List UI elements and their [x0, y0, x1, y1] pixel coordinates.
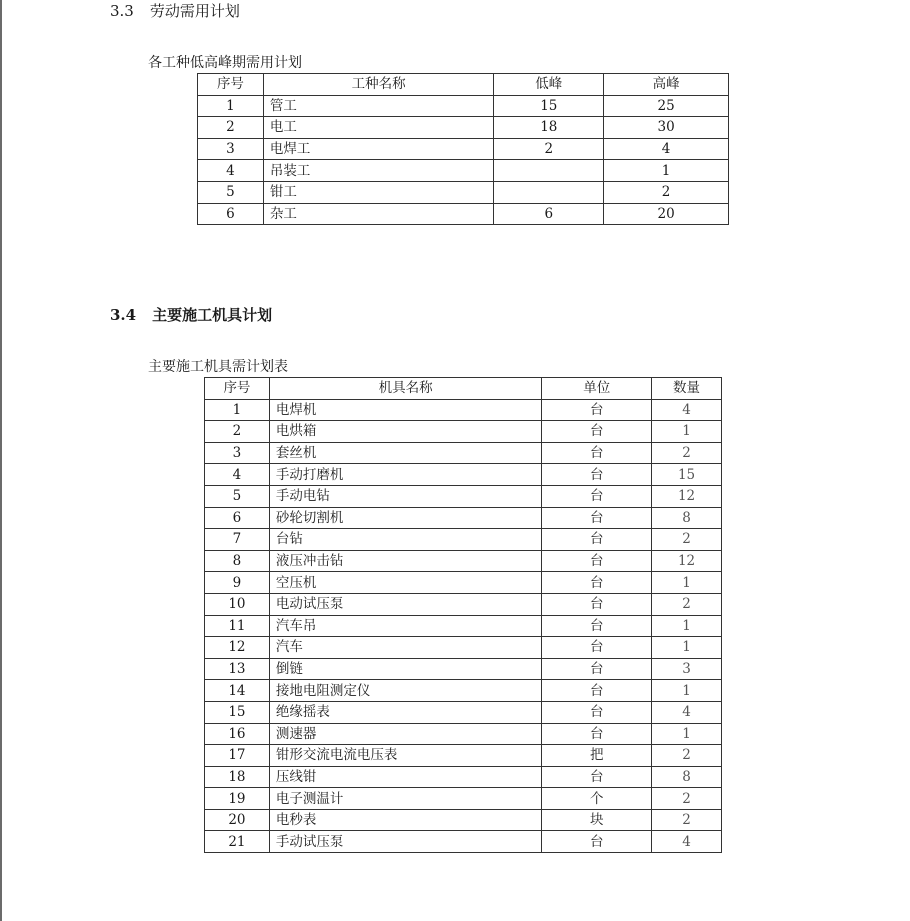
table-cell: 块	[542, 809, 652, 831]
table-cell: 管工	[263, 95, 494, 117]
table-cell: 4	[205, 464, 270, 486]
table-cell: 16	[205, 723, 270, 745]
table-cell: 绝缘摇表	[269, 701, 541, 723]
table-cell: 15	[494, 95, 604, 117]
table-cell: 6	[198, 203, 264, 225]
table-cell: 17	[205, 745, 270, 767]
table-cell: 汽车吊	[269, 615, 541, 637]
table-cell: 1	[198, 95, 264, 117]
table-cell: 15	[652, 464, 722, 486]
table-cell: 10	[205, 593, 270, 615]
table-row	[205, 701, 722, 723]
table-cell: 手动电钻	[269, 485, 541, 507]
table-cell: 电子测温计	[269, 788, 541, 810]
table-cell: 1	[205, 399, 270, 421]
table-cell: 台	[542, 572, 652, 594]
table-cell: 台	[542, 593, 652, 615]
table-row	[205, 572, 722, 594]
header-cell: 序号	[205, 378, 270, 400]
table-row	[198, 160, 729, 182]
table-cell: 2	[652, 788, 722, 810]
table-cell: 电焊机	[269, 399, 541, 421]
table-cell: 21	[205, 831, 270, 853]
table-cell: 台	[542, 442, 652, 464]
table-cell: 2	[652, 809, 722, 831]
table-cell: 台	[542, 529, 652, 551]
table-cell: 电工	[263, 117, 494, 139]
table-cell: 台	[542, 766, 652, 788]
table-row	[205, 658, 722, 680]
header-cell: 高峰	[604, 74, 729, 96]
table-cell: 台	[542, 507, 652, 529]
table-cell: 1	[652, 723, 722, 745]
section-heading-3-3	[110, 0, 240, 21]
table-cell: 电焊工	[263, 138, 494, 160]
table-row	[198, 95, 729, 117]
table-header-row	[205, 378, 722, 400]
table-row	[205, 637, 722, 659]
table-cell: 1	[652, 637, 722, 659]
table-row	[205, 464, 722, 486]
table-cell: 2	[198, 117, 264, 139]
table-cell: 汽车	[269, 637, 541, 659]
table-cell: 台	[542, 399, 652, 421]
section-number: 3.4	[110, 306, 137, 324]
header-cell: 单位	[542, 378, 652, 400]
page-left-border	[0, 0, 2, 921]
table-cell: 3	[652, 658, 722, 680]
table-header-row	[198, 74, 729, 96]
table-row	[205, 550, 722, 572]
table-cell: 8	[205, 550, 270, 572]
table-cell: 5	[205, 485, 270, 507]
table-row	[205, 809, 722, 831]
table-cell: 14	[205, 680, 270, 702]
table-cell: 1	[652, 421, 722, 443]
table-cell: 台钻	[269, 529, 541, 551]
table-row	[198, 117, 729, 139]
table-cell: 5	[198, 181, 264, 203]
table-cell: 19	[205, 788, 270, 810]
table-row	[205, 745, 722, 767]
table-cell: 1	[652, 572, 722, 594]
table-cell: 接地电阻测定仪	[269, 680, 541, 702]
header-cell: 工种名称	[263, 74, 494, 96]
table-cell: 2	[205, 421, 270, 443]
table-row	[205, 507, 722, 529]
table-cell: 18	[494, 117, 604, 139]
header-cell: 序号	[198, 74, 264, 96]
table-cell: 电秒表	[269, 809, 541, 831]
table-cell: 9	[205, 572, 270, 594]
table-cell	[494, 160, 604, 182]
table-cell: 12	[652, 485, 722, 507]
table-cell: 手动试压泵	[269, 831, 541, 853]
table-cell: 11	[205, 615, 270, 637]
section-heading-3-4	[110, 304, 272, 325]
table-cell: 把	[542, 745, 652, 767]
table-cell: 4	[604, 138, 729, 160]
table-cell: 3	[205, 442, 270, 464]
table-body	[205, 399, 722, 852]
table-cell: 压线钳	[269, 766, 541, 788]
table-cell: 8	[652, 766, 722, 788]
table-cell: 钳工	[263, 181, 494, 203]
table-cell: 台	[542, 701, 652, 723]
table-cell: 钳形交流电流电压表	[269, 745, 541, 767]
table-cell: 2	[652, 529, 722, 551]
table-cell: 台	[542, 637, 652, 659]
table-cell: 15	[205, 701, 270, 723]
table-cell	[494, 181, 604, 203]
table-cell: 台	[542, 550, 652, 572]
table-row	[198, 181, 729, 203]
section-title: 劳动需用计划	[149, 2, 240, 20]
table-cell: 6	[205, 507, 270, 529]
table-row	[205, 399, 722, 421]
table-cell: 台	[542, 421, 652, 443]
table-cell: 电烘箱	[269, 421, 541, 443]
table-cell: 砂轮切割机	[269, 507, 541, 529]
table-row	[205, 442, 722, 464]
table-cell: 倒链	[269, 658, 541, 680]
table-cell: 6	[494, 203, 604, 225]
header-cell: 低峰	[494, 74, 604, 96]
header-cell: 机具名称	[269, 378, 541, 400]
equipment-plan-table	[204, 377, 722, 853]
header-cell: 数量	[652, 378, 722, 400]
table-cell: 杂工	[263, 203, 494, 225]
table-cell: 吊装工	[263, 160, 494, 182]
table-row	[205, 680, 722, 702]
table-cell: 台	[542, 485, 652, 507]
table-cell: 30	[604, 117, 729, 139]
table-row	[205, 831, 722, 853]
table-cell: 2	[652, 745, 722, 767]
table-row	[205, 421, 722, 443]
table-cell: 液压冲击钻	[269, 550, 541, 572]
table-cell: 20	[205, 809, 270, 831]
table-cell: 4	[652, 831, 722, 853]
table-row	[205, 766, 722, 788]
table-cell: 12	[205, 637, 270, 659]
table-cell: 8	[652, 507, 722, 529]
table-cell: 25	[604, 95, 729, 117]
table-cell: 18	[205, 766, 270, 788]
table-row	[198, 138, 729, 160]
table-cell: 2	[604, 181, 729, 203]
table-cell: 4	[652, 399, 722, 421]
table-cell: 台	[542, 831, 652, 853]
table-cell: 1	[604, 160, 729, 182]
table-row	[205, 723, 722, 745]
table1-caption: 各工种低高峰期需用计划	[148, 55, 302, 71]
table-row	[205, 788, 722, 810]
table-row	[205, 485, 722, 507]
table-cell: 手动打磨机	[269, 464, 541, 486]
table-row	[198, 203, 729, 225]
section-title: 主要施工机具计划	[152, 306, 273, 324]
table-cell: 1	[652, 615, 722, 637]
table-cell: 台	[542, 658, 652, 680]
table-cell: 2	[652, 442, 722, 464]
table-row	[205, 593, 722, 615]
table-row	[205, 529, 722, 551]
table-cell: 套丝机	[269, 442, 541, 464]
table-cell: 7	[205, 529, 270, 551]
table-cell: 4	[652, 701, 722, 723]
table-cell: 台	[542, 464, 652, 486]
table2-caption: 主要施工机具需计划表	[148, 359, 288, 375]
table-cell: 20	[604, 203, 729, 225]
table-cell: 空压机	[269, 572, 541, 594]
table-cell: 3	[198, 138, 264, 160]
table-cell: 13	[205, 658, 270, 680]
table-cell: 个	[542, 788, 652, 810]
labor-plan-table	[197, 73, 729, 225]
table-cell: 台	[542, 680, 652, 702]
table-cell: 2	[652, 593, 722, 615]
table-cell: 电动试压泵	[269, 593, 541, 615]
table-row	[205, 615, 722, 637]
table-cell: 1	[652, 680, 722, 702]
table-cell: 台	[542, 723, 652, 745]
table-cell: 2	[494, 138, 604, 160]
table-cell: 12	[652, 550, 722, 572]
table-cell: 4	[198, 160, 264, 182]
table-cell: 测速器	[269, 723, 541, 745]
table-cell: 台	[542, 615, 652, 637]
table-body	[198, 95, 729, 225]
section-number: 3.3	[110, 2, 134, 20]
